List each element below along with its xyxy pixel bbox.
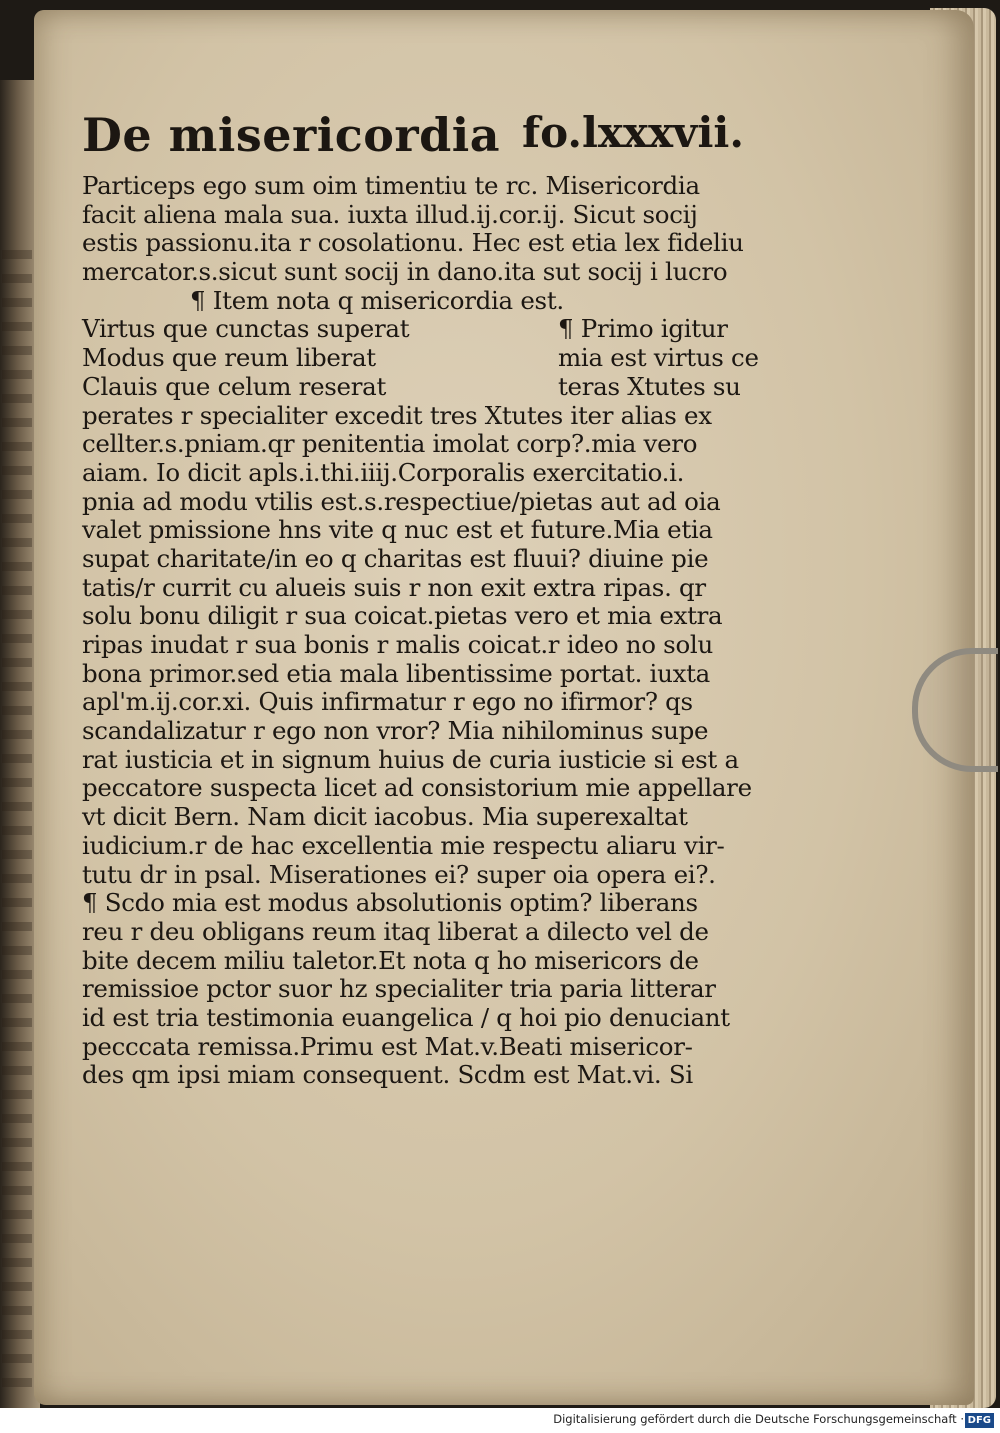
text-line: peccatore suspecta licet ad consistorium mie appellare <box>82 773 752 803</box>
text-line: cellter.s.pniam.qr penitentia imolat corp?.mia vero <box>82 429 698 459</box>
text-line: perates r specialiter excedit tres Xtutes iter alias ex <box>82 400 712 430</box>
split-row <box>82 344 782 373</box>
text-line: tatis/r currit cu alueis suis r non exit extra ripas. qr <box>82 572 706 602</box>
text-line: aiam. Io dicit apls.i.thi.iiij.Corporalis exercitatio.i. <box>82 457 685 487</box>
text-line: rat iusticia et in signum huius de curia iusticie si est a <box>82 744 739 774</box>
digitization-caption-bar <box>0 1408 1000 1433</box>
text-line: vt dicit Bern. Nam dicit iacobus. Mia superexaltat <box>82 802 688 832</box>
split-row <box>82 315 782 344</box>
text-line: bite decem miliu taletor.Et nota q ho misericors de <box>82 945 699 975</box>
verse-line: Modus que reum liberat <box>82 343 376 373</box>
text-line: solu bonu diligit r sua coicat.pietas vero et mia extra <box>82 601 723 631</box>
text-line: iudicium.r de hac excellentia mie respectu aliaru vir- <box>82 830 725 860</box>
text-line: bona primor.sed etia mala libentissime portat. iuxta <box>82 658 710 688</box>
funding-caption: Digitalisierung gefördert durch die Deutsche Forschungsgemeinschaft · <box>553 1412 964 1426</box>
page-text-block <box>82 108 782 1090</box>
text-line: estis passionu.ita r cosolationu. Hec est etia lex fideliu <box>82 228 744 258</box>
side-text-line: ¶ Primo igitur <box>558 314 728 344</box>
verse-line: Virtus que cunctas superat <box>82 314 410 344</box>
text-line: tutu dr in psal. Miserationes ei? super oia opera ei?. <box>82 859 716 889</box>
side-text-line: mia est virtus ce <box>558 343 759 373</box>
running-header <box>82 108 782 172</box>
text-line: ¶ Scdo mia est modus absolutionis optim? liberans <box>82 888 698 918</box>
text-line: pecccata remissa.Primu est Mat.v.Beati misericor- <box>82 1031 693 1061</box>
text-line: des qm ipsi miam consequent. Scdm est Mat.vi. Si <box>82 1060 693 1090</box>
dfg-logo: DFG <box>965 1413 994 1428</box>
running-header-title: De misericordia <box>82 108 501 162</box>
text-line: scandalizatur r ego non vror? Mia nihilominus supe <box>82 716 709 746</box>
verse-line: Clauis que celum reserat <box>82 371 387 401</box>
paragraph-intro <box>82 172 782 287</box>
folio-number: fo.lxxxvii. <box>522 108 744 157</box>
text-line: id est tria testimonia euangelica / q hoi pio denuciant <box>82 1002 730 1032</box>
text-line: ripas inudat r sua bonis r malis coicat.r ideo no solu <box>82 630 713 659</box>
text-line: supat charitate/in eo q charitas est fluui? diuine pie <box>82 543 709 573</box>
text-line: pnia ad modu vtilis est.s.respectiue/pietas aut ad oia <box>82 486 721 516</box>
text-line: valet pmissione hns vite q nuc est et future.Mia etia <box>82 515 713 545</box>
split-row <box>82 373 782 402</box>
text-line: mercator.s.sicut sunt socij in dano.ita sut socij i lucro <box>82 257 728 287</box>
item-note-line: ¶ Item nota q misericordia est. <box>190 285 564 315</box>
text-line: Particeps ego sum oim timentiu te rc. Misericordia <box>82 171 700 200</box>
text-line: reu r deu obligans reum itaq liberat a dilecto vel de <box>82 916 709 946</box>
paragraph-main <box>82 402 782 1091</box>
text-line: apl'm.ij.cor.xi. Quis infirmatur r ego no ifirmor? qs <box>82 687 693 717</box>
verse-list-with-side-text <box>82 315 782 401</box>
text-line: remissioe pctor suor hz specialiter tria paria litterar <box>82 974 716 1004</box>
left-page-text-fragment <box>2 250 32 1400</box>
text-line: facit aliena mala sua. iuxta illud.ij.cor.ij. Sicut socij <box>82 199 698 229</box>
side-text-line: teras Xtutes su <box>558 371 741 401</box>
